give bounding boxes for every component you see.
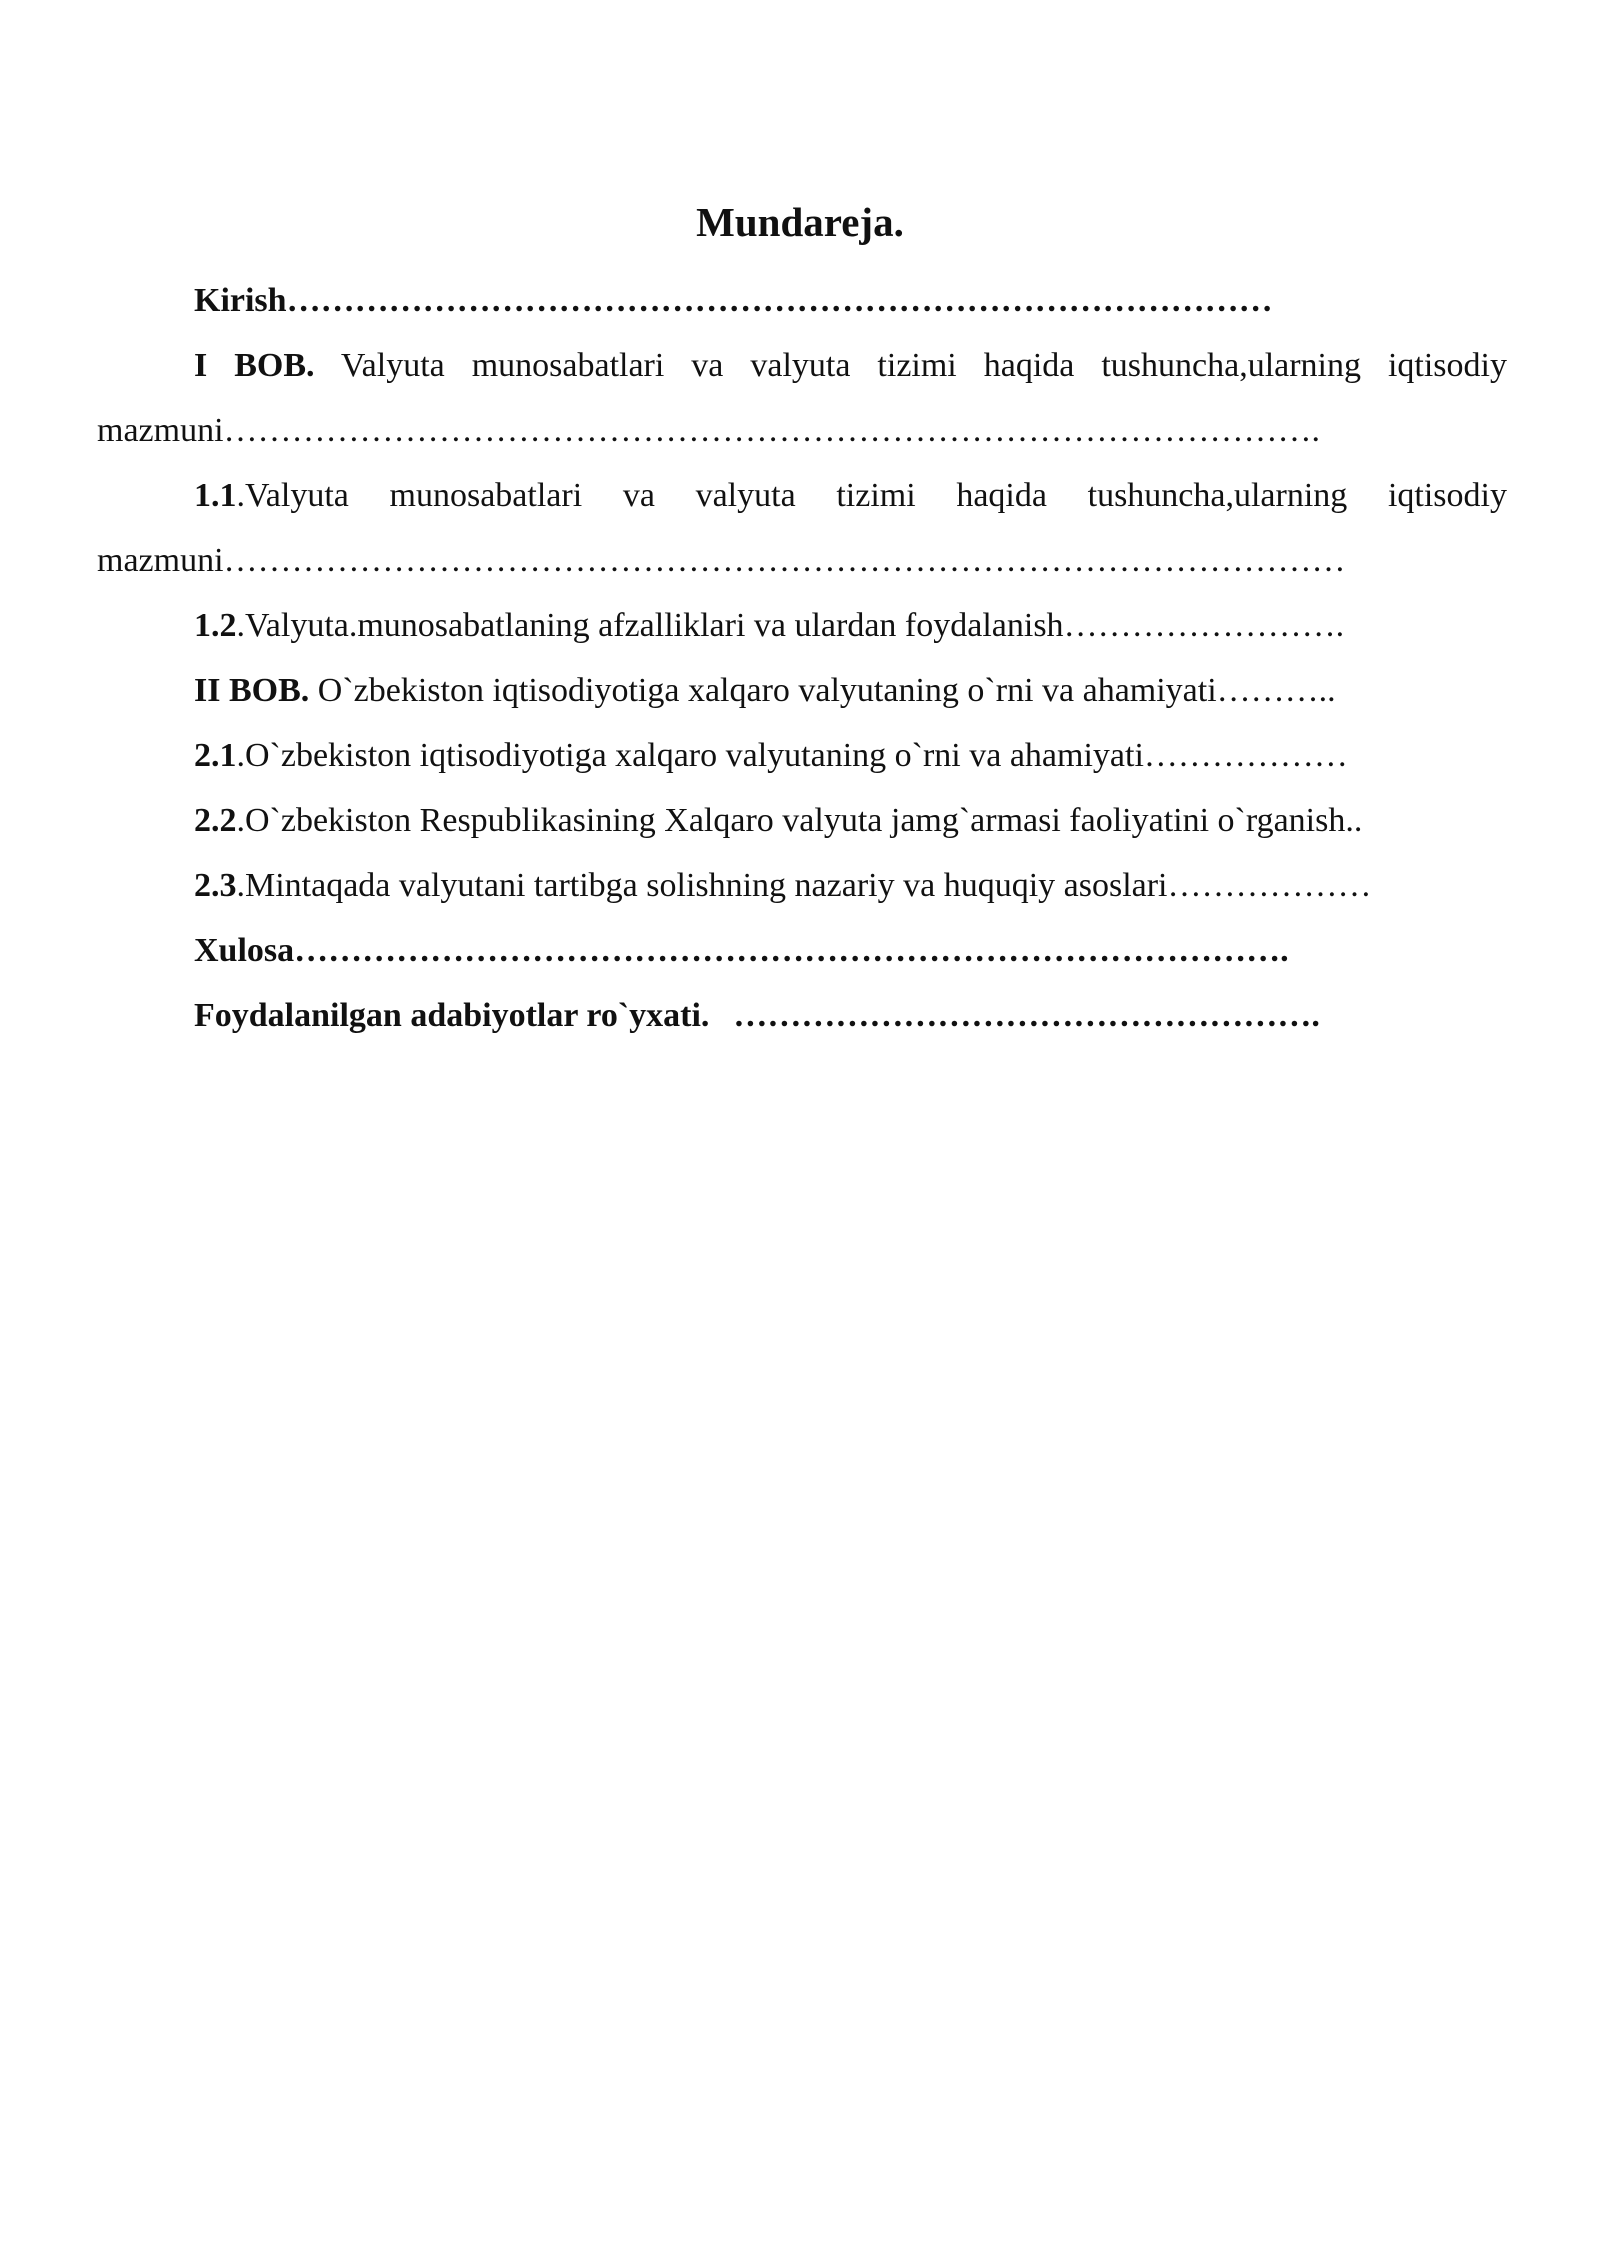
- toc-entry-label: Xulosa: [194, 932, 295, 969]
- toc-entry-text: .O`zbekiston iqtisodiyotiga xalqaro valyutaning o`rni va ahamiyati: [236, 737, 1144, 774]
- toc-entry-dots: …………………….: [1063, 607, 1345, 644]
- toc-entry-text: .Valyuta.munosabatlaning afzalliklari va ulardan foydalanish: [236, 607, 1064, 644]
- toc-entry-bob-1: [97, 333, 1507, 463]
- toc-entry-text: .Valyuta munosabatlari va valyuta tizimi haqida tushuncha,ularning iqtisodiy mazmuni: [97, 477, 1507, 579]
- toc-entry-text: .O`zbekiston Respublikasining Xalqaro valyuta jamg`armasi faoliyatini o`rganish..: [236, 802, 1363, 839]
- page-title: Mundareja.: [696, 199, 904, 245]
- toc-entry-dots: …………………………………………….: [733, 997, 1320, 1034]
- toc-entry-text: Valyuta munosabatlari va valyuta tizimi haqida tushuncha,ularning iqtisodiy mazmuni: [97, 347, 1507, 449]
- toc-entry-dots: ………………………………………………………………………………………: [223, 542, 1346, 579]
- toc-entry-section-1-1: [97, 463, 1507, 593]
- toc-entry-label: Kirish: [194, 282, 287, 319]
- toc-entry-dots: ………………: [1167, 867, 1372, 904]
- toc-entry-label: I BOB.: [194, 347, 315, 384]
- toc-entry-label: 2.1: [194, 737, 237, 774]
- toc-entry-label: 2.2: [194, 802, 237, 839]
- toc-entry-label: II BOB.: [194, 672, 310, 709]
- toc-entry-label: Foydalanilgan adabiyotlar ro`yxati.: [194, 997, 710, 1034]
- toc-entry-dots: ……………………………………………………………………………: [286, 282, 1273, 319]
- toc-entry-section-2-3: [97, 853, 1507, 918]
- toc-entry-section-1-2: [97, 593, 1507, 658]
- toc-entry-section-2-2: [97, 788, 1507, 853]
- toc-entry-dots: ………..: [1216, 672, 1336, 709]
- toc-entry-bob-2: [97, 658, 1507, 723]
- toc-entry-kirish: [97, 268, 1507, 333]
- table-of-contents: [97, 268, 1507, 1048]
- toc-entry-section-2-1: [97, 723, 1507, 788]
- toc-entry-dots: ………………: [1143, 737, 1348, 774]
- toc-entry-label: 2.3: [194, 867, 237, 904]
- toc-entry-dots: …………………………………………………………………………………….: [223, 412, 1321, 449]
- toc-entry-text: .Mintaqada valyutani tartibga solishning nazariy va huquqiy asoslari: [236, 867, 1168, 904]
- toc-entry-label: 1.2: [194, 607, 237, 644]
- toc-entry-label: 1.1: [194, 477, 237, 514]
- toc-entry-text: O`zbekiston iqtisodiyotiga xalqaro valyutaning o`rni va ahamiyati: [309, 672, 1217, 709]
- toc-entry-xulosa: [97, 918, 1507, 983]
- toc-entry-dots: …………………………………………………………………………….: [294, 932, 1289, 969]
- toc-entry-adabiyotlar: [97, 983, 1507, 1048]
